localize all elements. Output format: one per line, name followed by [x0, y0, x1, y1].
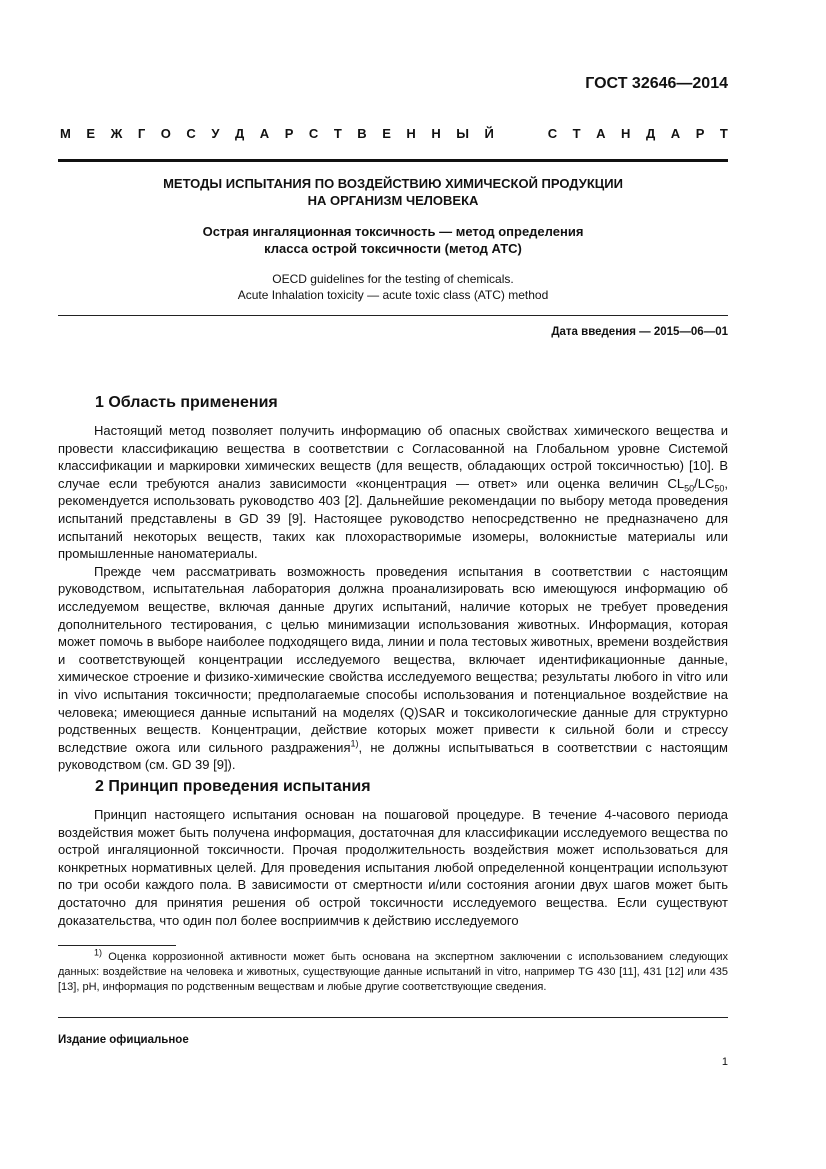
banner-letter: А: [670, 126, 681, 141]
section-1-heading: 1 Область применения: [95, 394, 278, 411]
banner-letter: О: [160, 126, 171, 141]
banner-letter: Е: [382, 126, 391, 141]
banner-letter: Д: [645, 126, 656, 141]
banner-letter: С: [308, 126, 319, 141]
banner-letter: Т: [333, 126, 342, 141]
banner-letter: [529, 126, 533, 141]
footnote-marker: 1): [94, 947, 103, 958]
english-title-line-1: OECD guidelines for the testing of chemicals.: [272, 272, 514, 286]
banner-letter: С: [186, 126, 196, 141]
section-2-heading: 2 Принцип проведения испытания: [95, 778, 371, 795]
footnote: [58, 947, 728, 995]
banner-letter: Т: [572, 126, 581, 141]
banner-letter: Р: [695, 126, 705, 141]
banner-letter: А: [259, 126, 270, 141]
section-1-paragraph-1: Настоящий метод позволяет получить информацию об опасных свойствах химического вещества и провести классификацию вещества в соответствии с Согласованной на Глобальном уровне Системой классификации и маркировки химических веществ (для веществ, обладающих острой токсичностью) [10]. В случае если требуются анализ зависимости «концентрация — ответ» или оценка величин $CL_{50}/LC_{50}$, рекомендуется использовать руководство 403 [2]. Дальнейшие рекомендации по выбору метода проведения испытаний представлены в GD 39 [9]. Настоящее руководство непосредственно не предназначено для испытаний некоторых веществ, таких как плохорастворимые изомеры, волокнистые материалы или промышленные наноматериалы.: [58, 423, 728, 562]
official-edition-label: Издание официальное: [58, 1034, 189, 1046]
document-subtitle: [58, 223, 728, 257]
banner-letter: А: [596, 126, 606, 141]
banner-letter: Г: [137, 126, 146, 141]
banner-letter: Н: [406, 126, 416, 141]
footnote-text: Оценка коррозионной активности может быть основана на экспертном заключении с использованием следующих данных: воздействие на человека и животных, существующие данные испытаний in vitro, например TG 430 [11], 431 [12] или 435 [13], pH, информация по родственным веществам и любые другие соответствующие сведения.: [58, 951, 728, 993]
title-line-2: НА ОРГАНИЗМ ЧЕЛОВЕКА: [307, 193, 479, 208]
introduction-date: Дата введения — 2015—06—01: [551, 326, 728, 338]
section-2-paragraph-1: Принцип настоящего испытания основан на пошаговой процедуре. В течение 4-часового периода воздействия может быть получена информация, достаточная для классификации исследуемого вещества по острой ингаляционной токсичности. Прочая продолжительность воздействия может использоваться для конкретных нормативных целей. Для проведения испытания любой определенной концентрации используют по три особи каждого пола. В зависимости от смертности и/или состояния агонии двух шагов может быть достаточно для принятия решения об острой токсичности исследуемого вещества. Если существуют доказательства, что один пол более восприимчив к действию исследуемого: [58, 807, 728, 928]
banner-letter: Й: [484, 126, 494, 141]
title-line-1: МЕТОДЫ ИСПЫТАНИЯ ПО ВОЗДЕЙСТВИЮ ХИМИЧЕСКОЙ ПРОДУКЦИИ: [163, 176, 623, 191]
section-1-body: [58, 422, 728, 774]
standard-banner: [60, 126, 728, 141]
banner-letter: Н: [621, 126, 631, 141]
banner-letter: Р: [284, 126, 294, 141]
banner-letter: М: [60, 126, 71, 141]
footnote-separator: [58, 945, 176, 946]
page-number: 1: [721, 1056, 728, 1068]
title-rule: [58, 315, 728, 316]
subtitle-line-2: класса острой токсичности (метод АТС): [264, 241, 522, 256]
banner-letter: С: [547, 126, 558, 141]
banner-letter: Е: [86, 126, 96, 141]
section-1-paragraph-2: Прежде чем рассматривать возможность проведения испытания в соответствии с настоящим руководством, испытательная лаборатория должна проанализировать всю имеющуюся информацию об исследуемом веществе, включая данные других испытаний, наличие которых не требует проведения дополнительного тестирования, с целью минимизации использования животных. Информация, которая может помочь в выборе наиболее подходящего вида, линии и пола тестовых животных, времени воздействия и соответствующей концентрации исследуемого вещества, включает идентификационные данные, химическое строение и физико-химические свойства исследуемого вещества; результаты любого in vitro или in vivo испытания токсичности; предполагаемые способы использования и потенциальное воздействие на человека; имеющиеся данные испытаний на моделях (Q)SAR и токсикологические данные для структурно родственных веществ. Концентрации, действие которых может привести к сильной боли и стрессу вследствие ожога или сильного раздражения$^{1)}$, не должны испытываться в соответствии с настоящим руководством (см. GD 39 [9]).: [58, 563, 728, 773]
banner-letter: [509, 126, 513, 141]
footnote-reference[interactable]: 1): [350, 738, 359, 749]
banner-letter: Т: [719, 126, 728, 141]
footer-rule: [58, 1017, 728, 1018]
banner-letter: Ж: [110, 126, 123, 141]
banner-letter: Н: [431, 126, 441, 141]
subtitle-line-1: Острая ингаляционная токсичность — метод определения: [202, 224, 584, 239]
english-title: [58, 271, 728, 303]
english-title-line-2: Acute Inhalation toxicity — acute toxic class (ATC) method: [237, 288, 549, 302]
gost-number: ГОСТ 32646—2014: [585, 75, 728, 92]
banner-letter: Ы: [456, 126, 469, 141]
banner-letter: В: [357, 126, 367, 141]
section-2-body: [58, 806, 728, 929]
header-rule: [58, 159, 728, 162]
banner-letter: Д: [234, 126, 245, 141]
banner-letter: У: [211, 126, 220, 141]
document-title: [58, 175, 728, 209]
